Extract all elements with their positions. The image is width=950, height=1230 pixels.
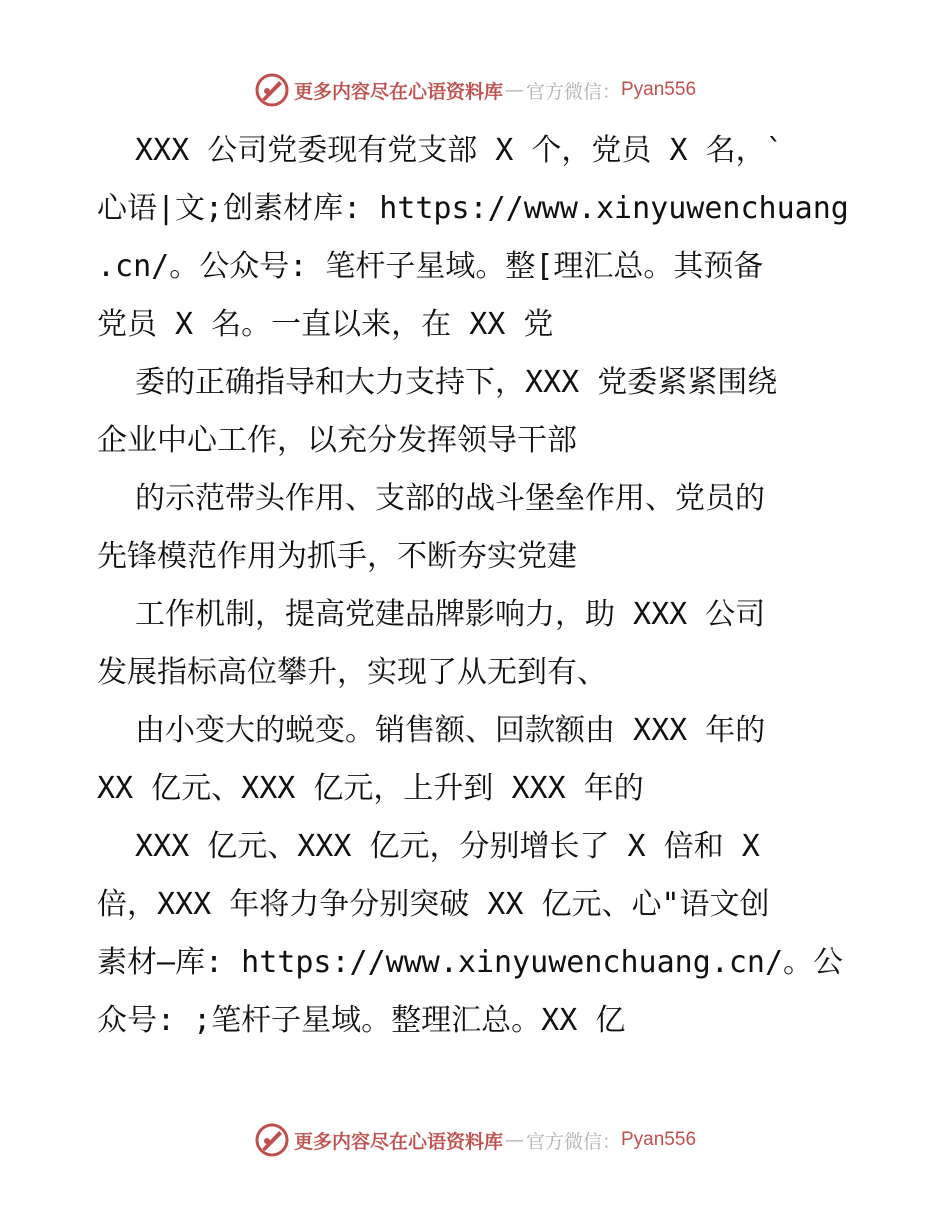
- header-banner: [0, 70, 950, 110]
- quill-logo-icon: [254, 72, 290, 108]
- banner-contact-label: 官方微信：: [525, 80, 621, 103]
- text-line: 党员 X 名。一直以来，在 XX 党: [97, 307, 554, 342]
- banner-contact-id: Pyan556: [621, 79, 697, 100]
- banner-slogan: 更多内容尽在心语资料库: [293, 1130, 503, 1153]
- document-body: [97, 122, 857, 1050]
- banner-contact-id: Pyan556: [621, 1129, 697, 1150]
- text-line: 倍，XXX 年将力争分别突破 XX 亿元、心"语文创: [97, 887, 770, 922]
- text-line: 心语|文;创素材库: https://www.xinyuwenchuang: [97, 191, 849, 226]
- quill-logo-icon: [254, 1122, 290, 1158]
- text-line: 众号: ;笔杆子星域。整理汇总。XX 亿: [97, 1003, 626, 1038]
- text-line: 由小变大的蜕变。销售额、回款额由 XXX 年的: [135, 713, 766, 748]
- text-line: 先锋模范作用为抓手，不断夯实党建: [97, 539, 577, 574]
- footer-banner: [0, 1120, 950, 1160]
- banner-contact-label: 官方微信：: [525, 1130, 621, 1153]
- text-line: 素材—库: https://www.xinyuwenchuang.cn/。公: [97, 945, 844, 980]
- text-line: 企业中心工作，以充分发挥领导干部: [97, 423, 577, 458]
- text-line: XXX 公司党委现有党支部 X 个，党员 X 名，`: [135, 133, 784, 168]
- banner-dash: —: [504, 79, 524, 101]
- text-line: XXX 亿元、XXX 亿元，分别增长了 X 倍和 X: [135, 829, 760, 864]
- banner-slogan: 更多内容尽在心语资料库: [293, 80, 503, 103]
- text-line: 委的正确指导和大力支持下，XXX 党委紧紧围绕: [135, 365, 778, 400]
- text-line: 工作机制，提高党建品牌影响力，助 XXX 公司: [135, 597, 766, 632]
- text-line: 发展指标高位攀升，实现了从无到有、: [97, 655, 607, 690]
- text-line: XX 亿元、XXX 亿元，上升到 XXX 年的: [97, 771, 644, 806]
- text-line: .cn/。公众号: 笔杆子星域。整[理汇总。其预备: [97, 249, 764, 284]
- banner-dash: —: [504, 1129, 524, 1151]
- text-line: 的示范带头作用、支部的战斗堡垒作用、党员的: [135, 481, 765, 516]
